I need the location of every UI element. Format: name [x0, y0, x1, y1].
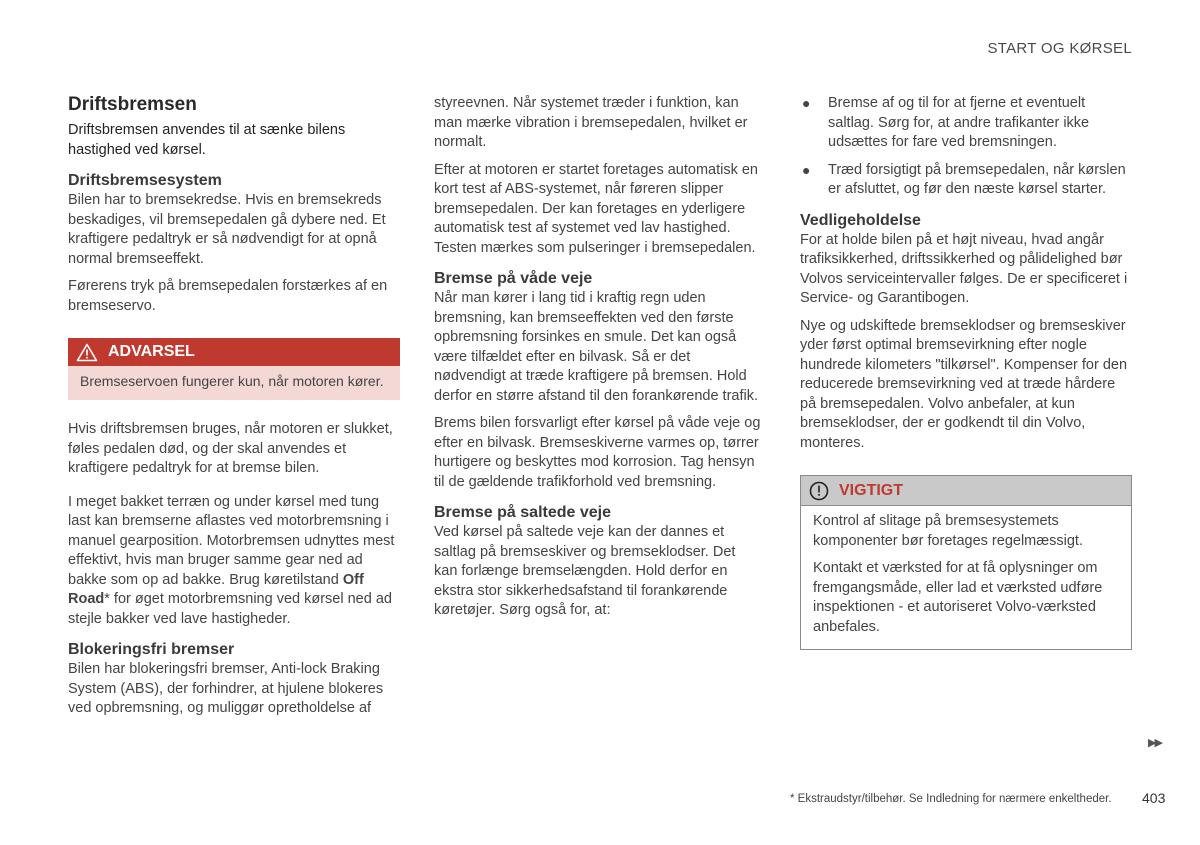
heading-salted-roads: Bremse på saltede veje — [434, 504, 611, 521]
warning-body — [68, 366, 400, 400]
intro-paragraph: Driftsbremsen anvendes til at sænke bilens hastighed ved kørsel. — [68, 122, 346, 158]
important-box — [800, 475, 1132, 650]
section-header: START OG KØRSEL — [987, 40, 1132, 57]
page-title: Driftsbremsen — [68, 94, 197, 115]
column-middle — [434, 94, 762, 629]
list-item-text: Bremse af og til for at fjerne et eventuelt saltlag. Sørg for, at andre trafikanter ikke udsættes for fare ved bremsningen. — [828, 95, 1090, 150]
section-abs — [68, 640, 400, 719]
heading-abs: Blokeringsfri bremser — [68, 641, 235, 658]
paragraph: For at holde bilen på et højt niveau, hvad angår trafiksikkerhed, driftssikkerhed og pålidelighed bør Volvos serviceintervaller følges. De er specificeret i Service- og Garantibogen. — [800, 231, 1128, 306]
warning-triangle-icon — [76, 343, 98, 362]
heading-brake-system: Driftsbremsesystem — [68, 172, 222, 189]
warning-label: ADVARSEL — [108, 343, 195, 360]
paragraph: Ved kørsel på saltede veje kan der dannes et saltlag på bremseskiver og bremseklodser. Det kan forlænge bremselængden. Hold derfor en ekstra stor sikkerhedsafstand til forankørende køretøjer. Sørg også for, at: — [434, 524, 736, 618]
next-page-icon: ▶▶ — [1148, 737, 1161, 749]
list-item — [800, 94, 1132, 153]
important-label: VIGTIGT — [839, 481, 903, 499]
paragraph: Når man kører i lang tid i kraftig regn uden bremsning, kan bremseeffekten ved den første opbremsning forsinkes en smule. Det kan også være tilfældet efter en bilvask. Så er det nødvendigt at træde kraftigere på bremsen. Hold derfor en større afstand til den forankørende trafik. — [434, 290, 758, 404]
list-item-text: Træd forsigtigt på bremsepedalen, når kørslen er afsluttet, og før den næste kørsel starter. — [828, 161, 1126, 197]
paragraph: Bilen har blokeringsfri bremser, Anti-lock Braking System (ABS), der forhindrer, at hjulene blokeres ved opbremsning, og muliggør opretholdelse af — [68, 661, 384, 716]
exclamation-circle-icon — [809, 481, 829, 501]
paragraph: Kontakt et værksted for at få oplysninger om fremgangsmåde, eller lad et værksted udføre inspektionen - et autoriseret Volvo-værksted anbefales. — [813, 560, 1103, 635]
heading-maintenance: Vedligeholdelse — [800, 211, 921, 229]
important-header — [801, 476, 1131, 506]
section-salted-roads — [434, 503, 762, 621]
warning-header — [68, 338, 400, 366]
paragraph: Kontrol af slitage på bremsesystemets komponenter bør foretages regelmæssigt. — [813, 513, 1083, 549]
paragraph: Førerens tryk på bremsepedalen forstærkes af en bremseservo. — [68, 278, 388, 314]
page-number: 403 — [1142, 790, 1166, 806]
drive-mode-name: Off Road — [68, 571, 364, 607]
paragraph: Efter at motoren er startet foretages automatisk en kort test af ABS-systemet, når føreren slipper bremsepedalen. Der kan foretages en yderligere automatisk test af systemet ved lav hastighed. Testen mærkes som pulseringer i bremsepedalen. — [434, 161, 758, 256]
section-brake-system — [68, 171, 400, 316]
column-right — [800, 94, 1132, 650]
footnote: * Ekstraudstyr/tilbehør. Se Indledning for nærmere enkeltheder. — [790, 793, 1112, 805]
paragraph: styreevnen. Når systemet træder i funktion, kan man mærke vibration i bremsepedalen, hvilket er normalt. — [434, 95, 748, 150]
bullet-list — [800, 94, 1132, 200]
bullet-icon: ● — [802, 95, 811, 111]
paragraph-hill — [68, 493, 400, 630]
warning-text: Bremseservoen fungerer kun, når motoren kører. — [80, 373, 384, 389]
paragraph: Brems bilen forsvarligt efter kørsel på våde veje og efter en bilvask. Bremseskiverne varmes op, tørrer hurtigere og beskyttes mod korrosion. Tag hensyn til de gældende trafikforhold ved bremsning. — [434, 415, 761, 490]
list-item — [800, 161, 1132, 200]
text: I meget bakket terræn og under kørsel med tung last kan bremserne aflastes ved motorbremsning i manuel gearposition. Motorbremsen udnyttes mest effektivt, hvis man bruger samme gear ned ad bakke som op ad bakke. Brug køretilstand — [68, 493, 395, 588]
paragraph: Hvis driftsbremsen bruges, når motoren er slukket, føles pedalen død, og der skal anvendes et kraftigere pedaltryk for at bremse bilen. — [68, 421, 393, 476]
bullet-icon: ● — [802, 161, 811, 178]
warning-box — [68, 338, 400, 400]
heading-wet-roads: Bremse på våde veje — [434, 270, 593, 287]
paragraph: Nye og udskiftede bremseklodser og bremseskiver yder først optimal bremsevirkning efter nogle hundrede kilometers "tilkørsel". Kompenser for den reducerede bremsevirkning ved at træde hårdere på bremsepedalen. Volvo anbefaler, at kun bremseklodser, der er godkendt til din Volvo, monteres. — [800, 317, 1128, 451]
important-body — [801, 506, 1131, 649]
paragraph: Bilen har to bremsekredse. Hvis en bremsekreds beskadiges, vil bremsepedalen gå dybere ned. Et kraftigere pedaltryk er så nødvendigt for at opnå normal bremseeffekt. — [68, 192, 386, 267]
section-wet-roads — [434, 269, 762, 492]
text: * for øget motorbremsning ved kørsel ned ad stejle bakker ved lave hastigheder. — [68, 591, 392, 627]
section-maintenance — [800, 211, 1132, 454]
column-left — [68, 94, 400, 727]
